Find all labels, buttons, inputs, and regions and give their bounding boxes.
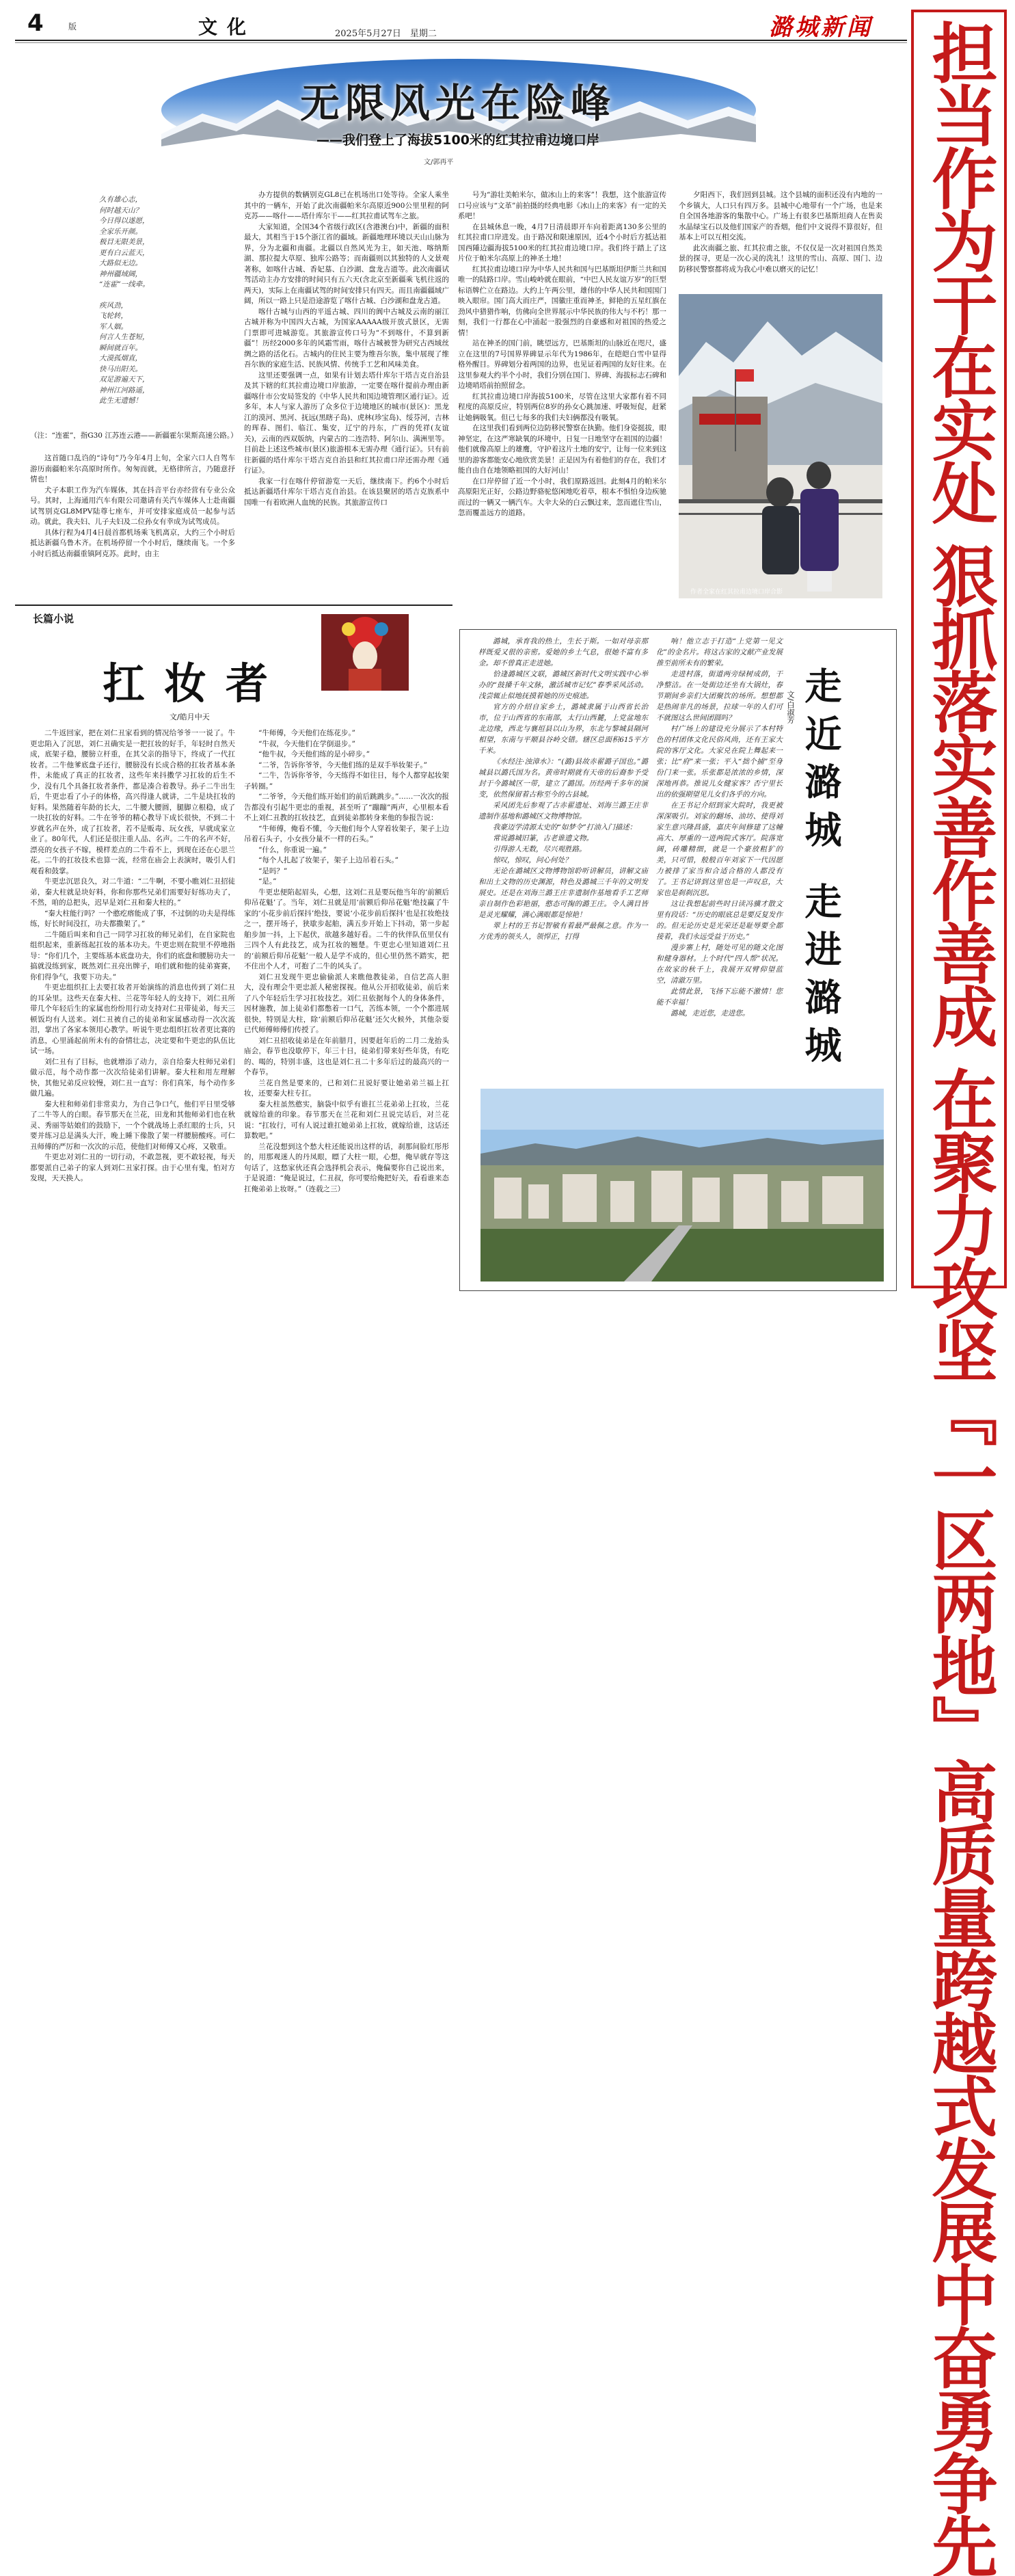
paragraph: 这让我想起前些时日读冯骥才散文里有段话：“历史的眼底总是要反复发作的。但无论历史是光荣还是耻辱要全都接着，我们永远受益于历史。” — [656, 900, 783, 941]
poem-line: 极目无限美景， — [99, 238, 150, 246]
paragraph: “牛叔，今天他们在学倒退步。” — [258, 739, 355, 748]
header-rule — [15, 40, 907, 41]
city-aerial-photo — [481, 1089, 884, 1282]
poem-line: 疾风劲， — [99, 301, 128, 310]
paragraph: 在王书记介绍到家大院时，我更被深深吸引。刘家的翻场、油坊、使得刘家生意兴隆昌盛，嘉庆年间修建了这幢高大、厚重的一进两院式客厅。院落宽阔，砖雕精细，就是一个豪放粗犷的美，只可惜，般般百年刘家下一代因愿力被排了家当和合适合格的人都没有了。王书记讲到这里也是一声叹息，大家也是刹刹沉思。 — [656, 801, 783, 897]
paragraph: 刘仁丑发现牛更忠偷偷派人来瞧他教徒弟，自信艺高人胆大，没有理会牛更忠派人秘密探视。他从公开招收徒弟，前后来了八个年轻后生学习扛妆技艺。刘仁丑依据每个人的身体条件，因材施教，加上徒弟们都憋着一口气，苦练本领，一个个都进展很快，特别是大柱，除‘前额后仰吊花魁’还欠火候外，其他杂耍已代师傅师傅们传授了。 — [244, 972, 449, 1034]
paragraph: 夕阳西下，我们回到县城。这个县城的面积还没有内地的一个乡镇大，人口只有四万多。县城中心地带有一个广场，也是来自全国各地游客的集散中心。广场上有很多巴基斯坦商人在售卖水晶绿宝石以及他们国家产的香烟，他们中文说得不算很好，但基本上可以互相交流。 — [679, 191, 882, 241]
paper-logo: 潞城新闻 — [769, 14, 873, 41]
paragraph: 在县城休息一晚，4月7日清晨即开车向着距离130多公里的红其拉甫口岸进发。由于路况和限速原因，近4个小时后方抵达祖国西陲边疆海拔5100米的红其拉甫边境口岸。我们终于踏上了这片位于帕米尔高原上的神圣土地！ — [458, 222, 666, 263]
poem-line: 此生无遗憾！ — [99, 397, 142, 405]
paragraph: “二爷，告诉你爷爷，今天他们练的是双手举妆架子。” — [258, 760, 427, 769]
paragraph: 漫步寨上村，随处可见的随文化图和健身器材。上个时代“四人帮”状况。在故家的秋千上，我展开双臂仰望蓝空，清澈万里。 — [656, 944, 783, 985]
section-name: 文化 — [198, 16, 256, 38]
poem-line: 今日得以遂愿， — [99, 217, 150, 225]
paragraph: 采风团先后参观了古赤翟遗址、刘海兰潞王庄非遗制作基地和潞城区文物博物馆。 — [478, 801, 648, 821]
paragraph: 站在神圣的国门前，眺望远方，巴基斯坦的山脉近在咫尺，盛立在这里的7号国界界碑显示年代为1986年，在皑皑白雪中显得格外醒目。界碑划分着两国的边界，也见证着两国的友好往来。在这里参观大约半个小时，我们分别在国门、界碑、海拔标志石碑和边境哨塔前拍照留念。 — [458, 339, 666, 390]
paragraph: 红其拉甫边境口岸为中华人民共和国与巴基斯坦伊斯兰共和国唯一的陆路口岸。雪山峻岭就在眼前，“中巴人民友谊万岁”的巨型标语牌伫立在路边。大约上午两公里，雄伟的中华人民共和国国门映入眼帘。国门高大而庄严，国徽庄重而神圣，鲜艳的五星红旗在劲风中猎猎作响，仿佛向全世界展示中华民族的伟大与不朽！那一刻，我们一行都在心中涌起一股强烈的自豪感和对祖国的热爱之情！ — [458, 265, 666, 337]
paragraph: 刘仁丑招收徒弟是在年前腊月，因要赶年后的二月二龙抬头庙会，春节也没歇停下，年三十日，徒弟们带来好些年货，有吃的、喝的，特别丰盛，这也是刘仁丑二十多年后过的最高兴的一个春节。 — [244, 1036, 449, 1076]
poem-line: 飞轮转， — [99, 312, 128, 320]
feature-byline: 文/郭再平 — [424, 159, 454, 166]
feature-column-3 — [458, 190, 666, 600]
paragraph: 牛更忠对刘仁丑的一切行动，不敢忽视，更不敢轻视，每天都要派自己弟子的家人到刘仁丑家打探。由于心里有鬼，怕对方发现，天天换人。 — [30, 1153, 235, 1182]
paragraph: 喀什古城与山西的平遥古城、四川的阆中古城及云南的丽江古城并称为中国四大古城，为国家AAAAA级开放式景区，无需门票即可进城游览。其旅游宣传口号为“不到喀什，不算到新疆”！历经2000多年的风霜雪雨，喀什古城被誉为研究古西域丝绸之路的活化石。古城内的住民主要为维吾尔族，集中展现了维吾尔族的家庭生活、民族风情、传统手工艺和风味美食。 — [244, 307, 449, 369]
poem-note: （注：“连霍”，指G30 江苏连云港——新疆霍尔果斯高速公路。） — [30, 431, 238, 440]
paragraph: “二牛，告诉你爷爷，今天练得不如往日，每个人都穿起妆架子转圈。” — [244, 771, 449, 791]
paragraph: “他牛叔，今天他们练的是小碎步。” — [258, 750, 370, 758]
poem-line: 神州疆域阔， — [99, 269, 142, 278]
paragraph: 引得游人无数，尽兴观胜路。 — [493, 845, 586, 853]
poem-line: 全家乐开颜。 — [99, 227, 142, 236]
novel-byline: 文/皓月中天 — [170, 713, 210, 721]
paragraph: 办方提供的数辆别克GL8已在机场出口处等待。全家人乘坐其中的一辆车，开始了此次南疆帕米尔高原近900公里里程的阿克苏——喀什——塔什库尔干——红其拉甫试驾车之旅。 — [244, 191, 449, 220]
novel-column-2 — [244, 728, 449, 1286]
feature-title: 无限风光在险峰 — [299, 80, 616, 127]
paragraph: 这首随口乱诌的“诗句”乃今年4月上旬，全家六口人自驾车游历南疆帕米尔高原时所作。匆匆而就，无格律所言，乃随意抒情也！ — [30, 454, 235, 483]
paragraph: 此情此景，飞扬下忘能不激情！您能不幸福！ — [656, 987, 783, 1007]
poem-line: 神州江河路遥， — [99, 386, 150, 395]
paragraph: 这里还要强调一点，如果有计划去塔什库尔干塔吉克自治县及其下辖的红其拉甫边境口岸旅游，一定要在喀什提前办理由新疆喀什市公安局签发的《中华人民共和国边境管理区通行证》。近多年，本人与家人游历了众多位于边境地区的城市(景区)：黑龙江的漠河、黑河、抚远(黑瞎子岛)、虎林(珍宝岛)、绥芬河，吉林的珲春、图们、临江、集安，辽宁的丹东，广西的凭祥(友谊关)，云南的西双版纳，内蒙古的二连浩特、阿尔山、满洲里等。目前赴上述这些城市(景区)旅游根本无需办理《通行证》。只有前往新疆的塔什库尔干塔吉克自治县和红其拉甫口岸还需办理《通行证》。 — [244, 371, 449, 475]
paragraph: 刘仁丑有了目标，也就增添了动力，亲自给秦大柱师兄弟们做示范，每个动作都一次次给徒弟们讲解。秦大柱和用左理解快，其他兄弟反应较慢，刘仁丑一直写：你们真笨，每个动作多做几遍。 — [30, 1057, 235, 1098]
paragraph: 牛更忠便陷起眉头，心想，这刘仁丑是要玩他当年的‘前额后仰吊花魁’了。当年，刘仁丑就是用‘前额后仰吊花魁’绝技赢了牛家的‘小花步前后探抖’绝技，要说‘小花步前后探抖’也是扛妆绝技之一，摆开场子，狭歇步起舶，满五步开始上下抖动，第一步起舶步加一抖，上下起伏，欲越多越好看。二牛的伙伴队伍里仅有三四个人有此技艺，成为扛妆的翘楚。牛更忠心里知道刘仁丑的‘前额后仰吊花魁’一般人是学不成的，但心里仍然不踏实，把不住出个人才，可抱了二牛的风头了。 — [244, 888, 449, 970]
paragraph: “是。” — [258, 877, 277, 886]
paragraph: 秦大柱虽然憨实，脑袋中似乎有谁扛兰花弟弟上扛妆，兰花就嫁给谁的印象。春节那天在兰花和刘仁丑说完话后，对兰花说：“扛妆行，可有人说过谁扛她弟弟上扛妆，就嫁给谁，这话还算数吧。” — [244, 1100, 449, 1140]
page-suffix: 版 — [68, 22, 77, 31]
poem-line: 大漠孤烟直， — [99, 354, 142, 362]
paragraph: “牛师傅，俺看不懂，今天他们每个人穿着妆架子，架子上边吊着石头子，小女孩分量不一样的石头。” — [244, 824, 449, 843]
poem-line: 军人姻。 — [99, 322, 128, 331]
paragraph: 二牛返回家，把在刘仁丑家看到的情况给爷爷一一说了。牛更忠陷入了沉思，刘仁丑确实是一把扛妆的好手，年轻时自然天成，底架子稳，腰膀立杆重，在其父亲的指导下，终成了一代扛妆者。二牛他爹底盘子还行，腰膀没有长成合格的扛妆者基本条件，未能成了真正的扛妆者，这些年来抖擞学习扛妆的后生不少，没有几个具备扛妆者条件，都是凑合着教导。孙子二牛出生后，牛更忠看了小子的体格，高兴得逢人就讲，二牛是块扛妆的好料。果然随着年龄的长大，二牛腰大腰圆，腿脚立根稳，成了一块扛妆的好料。二牛在爷爷的精心教导下成长很快，不到二十岁就名声在外，成了扛妆者，若不是贩毒、玩女孩，早就成家立业了。80年代，人们还是很注重人品、名声。二牛的名声不好，漂亮的女孩子不嫁，模样差点的二牛看不上，到现在还在心思兰花。二牛的扛妆技术也算一流，经常在庙会上表演时，吸引人们观看和鼓掌。 — [30, 729, 235, 875]
paragraph: 在口岸停留了近一个小时，我们原路返回。此刻4月的帕米尔高原阳光正好，公路边野骆驼悠闲地吃着草，根本不惧怕身边疾驰而过的一辆又一辆汽车。大伞大朵的白云飘过来，忽而遮住雪山，忽而覆盖远方的道路。 — [458, 477, 666, 517]
poem-line: “连霍”一线牵。 — [99, 280, 150, 289]
novel-kicker: 长篇小说 — [33, 613, 75, 625]
slogan-text: 担当作为干在实处 狠抓落实善作善成 在聚力攻坚『一区两地』高质量跨越式发展中奋勇争先 — [921, 19, 998, 2576]
paragraph: 潞城，承育我的热土，生长于斯。一如对母亲那样既爱又很的亲密。爱她的乡土气息，很她不富有多金。却不曾真正走进她。 — [478, 637, 648, 667]
paragraph: 我家一行在喀什停留游览一天后，继续南下。约6个小时后抵达新疆塔什库尔干塔吉克自治县。在该县聚居的塔吉克族系中国唯一有着欧洲人血统的民族。其旅游宣传口 — [244, 477, 449, 507]
poem-line: 更有白云蓝天， — [99, 248, 150, 257]
poem-line: 大路似无边。 — [99, 259, 142, 267]
paragraph: “每个人扎起了妆架子，架子上边吊着石头。” — [258, 856, 398, 864]
feature-column-4 — [679, 190, 882, 289]
opera-mask-image — [321, 614, 409, 691]
paragraph: 恰逢潞城区文联，潞城区新时代文明实践中心举办的“鼓搡千年文脉，激活城市记忆”春季采风活动。浅尝辄止似地抚摸着她的历史痕迹。 — [478, 670, 648, 700]
border-post-photo — [679, 294, 882, 598]
page-number: 4 — [27, 10, 44, 37]
novel-title: 扛妆者 — [103, 659, 288, 708]
paragraph: 犬子本职工作为汽车媒体，其在抖音平台亦经营有专业公众号。其时，上海通用汽车有限公司邀请有关汽车媒体人士赴南疆试驾别克GL8MPV陆尊七座车，并可安排家庭成员一起参与活动。就此，我夫妇、儿子夫妇及二位孙女有幸成为试驾成员。 — [30, 486, 235, 526]
paragraph: 秦大柱和师弟们非常卖力，为自己争口气，他们平日里受够了二牛等人的白眼。春节那天在兰花，田龙和其他师弟们也在秋灵、秀丽等姑娘们的鼓励下，一个个就战场上杀红眼的士兵，只要并练习总是满头大汗，晚上睡下像散了架一样腰膀酸疼。可仁丑师傅的严厉和一次次的示范，使他们对师傅又心疼，又敬重。 — [30, 1100, 235, 1151]
slogan-band — [911, 10, 1007, 2576]
issue-date: 2025年5月27日 星期二 — [335, 29, 437, 39]
paragraph: 常说潞城旧篆，古老谁遗文物。 — [493, 834, 593, 842]
poem-line: 快马出阳关。 — [99, 364, 142, 373]
poem-line: 瞬间就百年。 — [99, 343, 142, 352]
paragraph: 官方的介绍自家乡土，潞城隶属于山西省长治市，位于山西省的东南部，太行山西麓，上党盆地东北边缘，西北与襄垣县以山为界，东北与黎城县隔河相望，东南与平顺县谷岭交错。辖区总面积615平方千米。 — [478, 703, 648, 755]
photo-caption: 作者全家在红其拉甫边境口岸合影 — [690, 589, 783, 596]
poem-line: 何言人生苍短， — [99, 333, 150, 341]
essay-column-1 — [478, 636, 648, 1084]
feature-column-2 — [244, 190, 449, 600]
paragraph: 无论在潞城区文物博物馆聆听讲解员，讲解文庙和出土文物的历史渊源，特色及潞城三千年的文明发展史。还是在刘海兰潞王庄非遗制作基地看手工艺师亲自制作色彩艳丽，憨态可掬的潞王庄。令人满目皆是灵光耀耀，满心满眼都是惊艳！ — [478, 867, 648, 919]
paragraph: “牛师傅，今天他们在练花步。” — [258, 729, 355, 737]
paragraph: 号为“游壮美帕米尔，做冰山上的来客”！我想，这个旅游宣传口号应该与“文革”前拍摄的经典电影《冰山上的来客》有一定的关系吧！ — [458, 191, 666, 220]
poem-line: 双足游遍天下， — [99, 375, 150, 384]
paragraph: 响！他立志于打造“上党第一见文化”的金名片。将这古家的文献产业发展推至前所未有的繁荣。 — [656, 637, 783, 667]
paragraph: 走进村落，街道两旁绿树成荫，干净整洁。在一处街边还坐有大锅灶，春节期间乡亲们大团聚饮的场所。想想都是热闹非凡的场景，拉球一年的人们可不就图这么世间团圆吗？ — [656, 670, 783, 722]
paragraph: 大家知道，全国34个省级行政区(含港澳台)中，新疆的面积最大，其相当于15个浙江省的疆域。新疆地理环境以天山山脉为界，分为北疆和南疆。北疆以自然风光为主，如天池、喀纳斯湖、那拉提大草原、独库公路等；而南疆则以其独特的人文景观著称，如喀什古城、香妃墓、白沙湖、盘龙古道等。此次南疆试驾活动主办方安排的时间只有五六天(含北京至新疆乘飞机往返的两天)，实际上在南疆试驾的时间安排只有四天。而且南疆疆域广阔，所以一路上只是沿途游览了喀什古城、白沙湖和盘龙古道。 — [244, 222, 449, 305]
paragraph: 兰花自然是要来的，已和刘仁丑说好要让她弟弟兰福上扛妆，还要秦大柱专扛。 — [244, 1078, 449, 1098]
paragraph: 具体行程为4月4日晨首都机场乘飞机离京，大约三个小时后抵达新疆乌鲁木齐。在机场停留一个小时后，继续南飞。一个多小时后抵达南疆重镇阿克苏。此时，由主 — [30, 528, 235, 558]
paragraph: “秦大柱能行吗？一个憨疙瘩能成了事，不过倒的功夫是得练练，好长时间没扛，功夫都撒架了。” — [30, 909, 235, 928]
paragraph: 牛更忠组织扛上去要扛妆者开始演练的消息也传到了刘仁丑的耳朵里。这些天在秦大柱、兰花等年轻人的支持下，刘仁丑所带几个年轻后生的家属也纷纷用行动支持对仁丑带徒弟，每天三顿饭均有人送来。刘仁丑被自己的徒弟和家属感动得一次次流泪，掌出了各家本领用心教学。听说牛更忠组织扛妆者更比赛的消息，心里涌起前所未有的奋情壮志，决定要和牛更忠的队伍比试一场。 — [30, 983, 235, 1055]
paragraph: 潞城，走近您，走进您。 — [671, 1009, 750, 1018]
paragraph: 兰花没想到这个愁大柱还能说出这样的话，刹那间脸红彤彤的，用那观迷人的丹凤眼，瞟了大柱一眼，心想，俺早就存等这句话了，这愁家伙还真会选择机会表示，俺偏要你自己说出来，于是说道：“俺是说过，仁丑叔，你可要给俺把好关，看看谁来态扛俺弟弟上妆呀。”（连载之三） — [244, 1142, 449, 1193]
paragraph: “二爷爷，今天他们练开始们的前后跳跳步。”……一次次的报告都没有引起牛更忠的重视，甚至听了“蹦蹦”两声，心里根本看不上刘仁丑教的扛妆技艺，直到徒弟都转身来他的参报告说： — [244, 793, 449, 822]
paragraph: 惊叹，惊叹，问心何处？ — [493, 856, 572, 864]
paragraph: “什么，你重说一遍。” — [258, 845, 327, 854]
paragraph: 牛更忠沉思良久，对二牛道：“二牛啊，不要小瞧刘仁丑招徒弟，秦大柱就是块好料，你和你那些兄弟们需要好好练功夫了，不然，咱的总把头，迟早是刘仁丑和秦大柱的。” — [30, 877, 235, 907]
paragraph: 二牛随后叫来和自己一同学习扛妆的师兄弟们，在自家院也组织起来，重新练起扛妆的基本功夫。牛更忠则在院里不停地指导：“你们几个，主要练基本底盘功夫，你们的底盘和腰膀功夫一搞就没练到家，既然刘仁丑亮出牌子，咱们就和他的徒弟赛赛，你们得争气，我要下功夫。” — [30, 930, 235, 981]
header-rule-thin — [15, 42, 907, 43]
poem-line: 久有雄心志， — [99, 196, 142, 204]
paragraph: 红其拉甫边境口岸海拔5100米，尽管在这里大家都有着不同程度的高原反应，特别两位8岁的孙女心跳加速、呼吸短促，赶紧让她俩吸氧。但已七每多的我们夫妇俩都没有吸氧。 — [458, 392, 666, 422]
paragraph: 《水经注·浊漳水》：“(潞)县故赤翟潞子国也。”潞城县以潞氏国为名。黄帝时期就有天帝的后裔参予受封于今潞城区一带，建立了潞国。历经两千多年的演变，依然保留着古称至今的古县城。 — [478, 758, 648, 799]
paragraph: 村广场上的建设充分展示了本村特色的村团体文化民俗风尚，还有王家大院的客厅文化。大家兑在院上舞起来一张；比“府”来一张；平入“拙个捕”至身份门来一张。乐张都是浓浓的乡情，深深地再恭。推说儿女健家客？否宁里长出的依强期望见儿女们各乎的方向。 — [656, 725, 783, 799]
feature-subtitle: ——我们登上了海拔5100米的红其拉甫边境口岸 — [316, 133, 599, 148]
essay-title: 走近潞城 走进潞城 — [799, 667, 843, 1074]
paragraph: “是吗？” — [258, 866, 288, 875]
poem-line: 何时越天山？ — [99, 206, 142, 215]
feature-poem — [99, 195, 174, 407]
feature-column-1 — [30, 453, 235, 600]
essay-byline: 文/白淑芳 — [786, 691, 795, 723]
novel-column-1 — [30, 728, 235, 1286]
paragraph: 我豪迈学清源太史的“如梦令”打油入门描述： — [493, 823, 637, 832]
paragraph: 此次南疆之旅、红其拉甫之旅，不仅仅是一次对祖国自然美景的探寻，更是一次心灵的洗礼！这里的雪山、高原、国门、边防移民警察都将成为我心中难以磨灭的记忆！ — [679, 243, 882, 274]
paragraph: 在这里我们看到两位边防移民警察在执勤。他们身姿挺拔，眼神坚定，在这严寒缺氧的环境中，日复一日地坚守在祖国的边疆！他们就像高原上的雄鹰，守护着这片土地的安宁，让每一位来到这里的游客都能安心地欣赏美景！正是因为有着他们的存在，我们才能自由自在地领略祖国的大好河山！ — [458, 424, 666, 475]
essay-column-2 — [656, 636, 783, 1084]
paragraph: 翠上村的王书记智敏有着最严最佩之意。作为一方优秀的领头人，领悍正，打得 — [478, 922, 648, 941]
section-divider — [15, 605, 452, 606]
